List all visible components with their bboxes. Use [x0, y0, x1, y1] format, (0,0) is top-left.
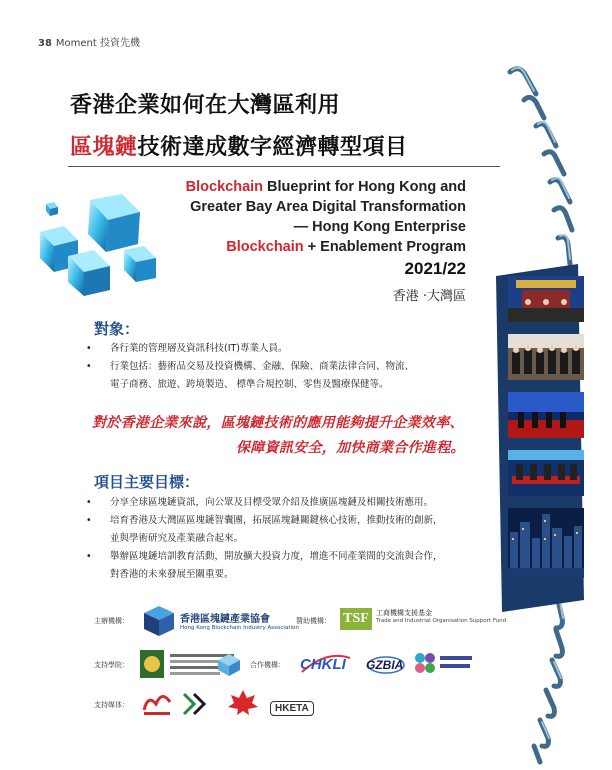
objective-item: • 分享全球區塊鏈資訊，向公眾及目標受眾介紹及推廣區塊鏈及相關技術應用。 — [80, 494, 500, 512]
hketa-logo — [270, 696, 314, 715]
event-photo-seminar — [508, 450, 584, 496]
skyline-photo — [508, 508, 584, 578]
english-title — [186, 177, 466, 257]
en-title-line-1: Blueprint for Hong Kong and — [263, 179, 466, 195]
program-year: 2021/22 — [404, 259, 466, 278]
objectives-heading: 項目主要目標： — [94, 473, 200, 491]
program-location: 香港 ·大灣區 — [392, 289, 466, 304]
tsf-name-cn: 工商機構支援基金 — [376, 609, 432, 617]
audience-heading: 對象： — [94, 320, 140, 338]
photo-strip — [508, 276, 584, 594]
audience-list — [80, 340, 480, 394]
en-title-highlight-1: Blockchain — [185, 179, 264, 195]
page-number: 38 — [38, 38, 52, 49]
partner-label: 合作機構： — [250, 661, 285, 669]
gzbia-logo — [366, 654, 403, 673]
hkbia-name-en: Hong Kong Blockchain Industry Association — [180, 625, 299, 631]
slogan-line-2: 保障資訊安全，加快商業合作進程。 — [236, 440, 465, 456]
hkbia-name-cn: 香港區塊鏈產業協會 — [180, 614, 270, 625]
audience-item-continuation: 電子商務、旅遊、跨境製造、 標準合規控制、零售及醫療保健等。 — [110, 379, 389, 390]
tsf-name-en: Trade and Industrial Organisation Support Fund — [376, 618, 507, 624]
title-line-2 — [70, 130, 408, 161]
title-line-1: 香港企業如何在大灣區利用 — [70, 93, 341, 118]
blockchain-cubes-graphic — [32, 190, 172, 300]
en-title-highlight-2: Blockchain — [226, 239, 304, 255]
audience-item: • 各行業的管理層及資訊科技(IT)專業人員。 — [80, 340, 480, 358]
event-photo-ceremony — [508, 392, 584, 438]
academic-label: 支持學院： — [94, 661, 129, 669]
objectives-list — [80, 494, 500, 584]
title-line-2-rest: 技術達成數字經濟轉型項目 — [137, 135, 408, 160]
title-divider — [68, 166, 500, 167]
funder-label: 贊助機構： — [296, 617, 331, 625]
media-logo-2 — [180, 690, 210, 718]
hkbia-cube-icon — [142, 604, 176, 638]
hketa-wordmark: HKETA — [270, 701, 314, 716]
tsf-logo — [340, 606, 507, 634]
event-photo-stage — [508, 276, 584, 322]
maple-leaf-logo — [226, 688, 260, 718]
event-photo-group — [508, 334, 584, 380]
objective-item-continuation: 並與學術研究及產業融合起來。 — [110, 533, 244, 544]
objective-item: • 培育香港及大灣區區塊鏈智囊團，拓展區塊鏈關鍵核心技術，推動技術的創新， — [80, 512, 500, 530]
en-title-line-3: — Hong Kong Enterprise — [293, 219, 466, 235]
en-title-line-4: + Enablement Program — [303, 239, 466, 255]
youth-alliance-logo — [412, 650, 476, 678]
slogan-line-1: 對於香港企業來說，區塊鏈技術的應用能夠提升企業效率、 — [92, 415, 464, 431]
chkli-logo — [300, 654, 346, 673]
chkli-wordmark: CHKLI — [300, 656, 346, 673]
objective-item-continuation: 對香港的未來發展至關重要。 — [110, 569, 234, 580]
tsf-mark: TSF — [340, 608, 372, 630]
media-label: 支持媒体： — [94, 701, 129, 709]
publication-name: Moment 投資先機 — [55, 38, 140, 49]
en-title-line-2: Greater Bay Area Digital Transformation — [190, 199, 466, 215]
academy-icon — [216, 652, 242, 678]
hkbia-logo — [142, 604, 299, 638]
page-header — [38, 34, 140, 49]
audience-item: • 行業包括：藝術品交易及投資機構、金融、保險、商業法律合同、物流、 — [80, 358, 480, 376]
media-logo-1 — [140, 690, 174, 718]
title-highlight: 區塊鏈 — [70, 135, 138, 160]
objective-item: • 舉辦區塊鏈培訓教育活動，開放擴大投資力度，增進不同產業間的交流與合作， — [80, 548, 500, 566]
gzbia-wordmark: GZBIA — [366, 658, 404, 672]
organizer-label: 主辦機構： — [94, 617, 129, 625]
